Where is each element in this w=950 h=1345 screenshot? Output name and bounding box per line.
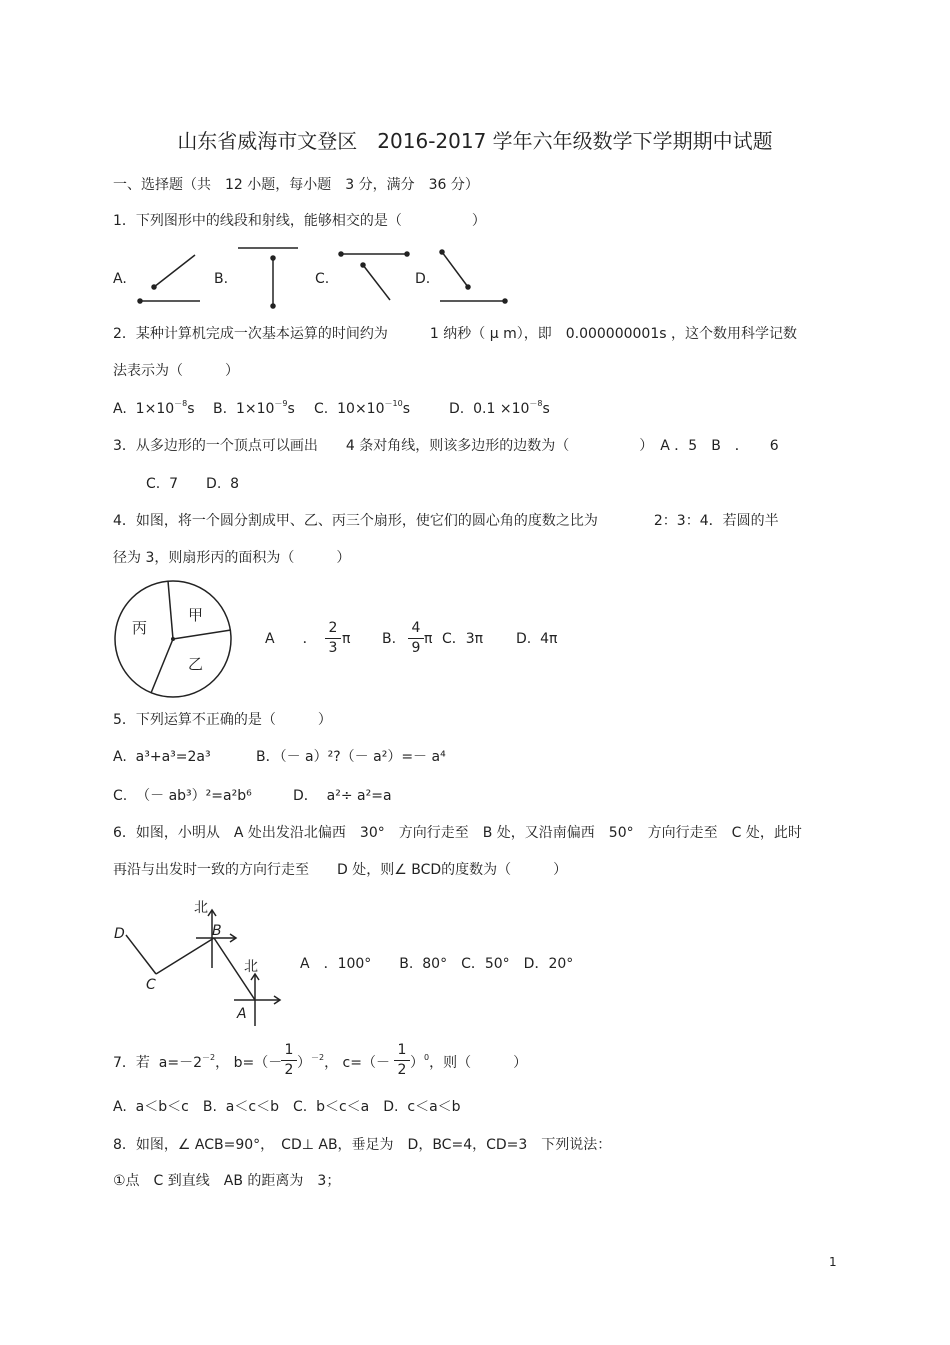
q7-part1: 7．若 $a=-2^{-2}$， b=（－ (113, 1053, 283, 1071)
q7-frac-b-num: 1 (284, 1042, 294, 1058)
q4-frac-b-den: 9 (411, 640, 421, 656)
q7-frac-c-den: 2 (397, 1062, 407, 1078)
q5-stem: 5．下列运算不正确的是（ ） (113, 712, 332, 728)
q4-frac-a-den: 3 (328, 640, 338, 656)
label-b: B (212, 923, 222, 939)
q4-frac-a-num: 2 (328, 620, 338, 636)
label-a: A (237, 1006, 247, 1022)
q7-frac-b-den: 2 (284, 1062, 294, 1078)
label-jia: 甲 (188, 606, 204, 624)
q8-item1: ①点 C 到直线 AB 的距离为 3； (113, 1173, 341, 1189)
q4-frac-b-num: 4 (411, 620, 421, 636)
q1-option-d: D. (415, 271, 431, 287)
q5-option-d: D． a²÷ a²=a (293, 788, 392, 804)
q4-line2: 径为 3，则扇形丙的面积为（ ） (113, 550, 351, 566)
q4-option-d: D. 4π (516, 631, 558, 647)
north-label-b: 北 (194, 900, 208, 916)
pi-symbol: π (342, 631, 351, 647)
q8-line1: 8．如图，∠ ACB=90°， CD⊥ AB，垂足为 D，BC=4，CD=3 下列说法： (113, 1137, 612, 1153)
q1-option-c: C. (315, 271, 330, 287)
q6-line2: 再沿与出发时一致的方向行走至 D 处，则∠ BCD的度数为（ ） (113, 862, 568, 878)
q5-option-b: B．（－ a）²?（－ a²）=－ a⁴ (256, 749, 446, 765)
q5-option-a: A. a³+a³=2a³ (113, 749, 211, 765)
q1-stem: 1．下列图形中的线段和射线，能够相交的是（ ） (113, 213, 486, 229)
section-heading: 一、选择题（共 12 小题，每小题 3 分，满分 36 分） (113, 177, 479, 193)
q2-option-b: B. $1\times 10^{-9}s$ (213, 399, 295, 417)
q4-option-c: C．3π (442, 631, 484, 647)
q4-line1: 4．如图，将一个圆分割成甲、乙、丙三个扇形，使它们的圆心角的度数之比为 2：3：4．若圆的半 (113, 513, 779, 529)
q1-option-b: B. (214, 271, 229, 287)
q2-option-a: A. $1\times 10^{-8}s$ (113, 399, 195, 417)
q7-frac-c-num: 1 (397, 1042, 407, 1058)
q2-option-c: C. $10\times 10^{-10}s$ (314, 399, 410, 417)
label-d: D (114, 926, 125, 942)
q7-part3: ）$^0$，则（ ） (410, 1053, 528, 1071)
q4-option-a: A ． (265, 631, 317, 647)
pi-symbol: π (424, 631, 433, 647)
north-label-a: 北 (244, 959, 258, 975)
q3-line2: C. 7 D. 8 (146, 476, 240, 492)
q4-option-b: B. (382, 631, 397, 647)
label-bing: 丙 (132, 619, 148, 637)
q7-options: A. a＜b＜c B. a＜c＜b C. b＜c＜a D. c＜a＜b (113, 1099, 461, 1115)
q1-option-a: A. (113, 271, 127, 287)
q2-option-d: D. $0.1 \times 10^{-8}s$ (449, 399, 550, 417)
frac-bar (394, 1060, 410, 1061)
q6-options: A ．100° B. 80° C．50° D．20° (300, 956, 574, 972)
q2-line2: 法表示为（ ） (113, 363, 239, 379)
page-title: 山东省威海市文登区 2016-2017 学年六年级数学下学期期中试题 (177, 129, 773, 153)
page-number: 1 (829, 1255, 837, 1269)
q7-part2: ）$^{-2}$， c=（－ (297, 1053, 390, 1071)
label-c: C (146, 977, 156, 993)
q3-line1: 3．从多边形的一个顶点可以画出 4 条对角线，则该多边形的边数为（ ） A ．5 B ． 6 (113, 438, 779, 454)
q6-line1: 6．如图，小明从 A 处出发沿北偏西 30° 方向行走至 B 处，又沿南偏西 50° 方向行走至 C 处，此时 (113, 825, 802, 841)
q2-line1: 2．某种计算机完成一次基本运算的时间约为 1 纳秒（ μ m），即 0.000000001s ，这个数用科学记数 (113, 326, 797, 342)
label-yi: 乙 (188, 655, 204, 673)
frac-bar (281, 1060, 297, 1061)
q5-option-c: C. （－ ab³）²=a²b⁶ (113, 788, 252, 804)
